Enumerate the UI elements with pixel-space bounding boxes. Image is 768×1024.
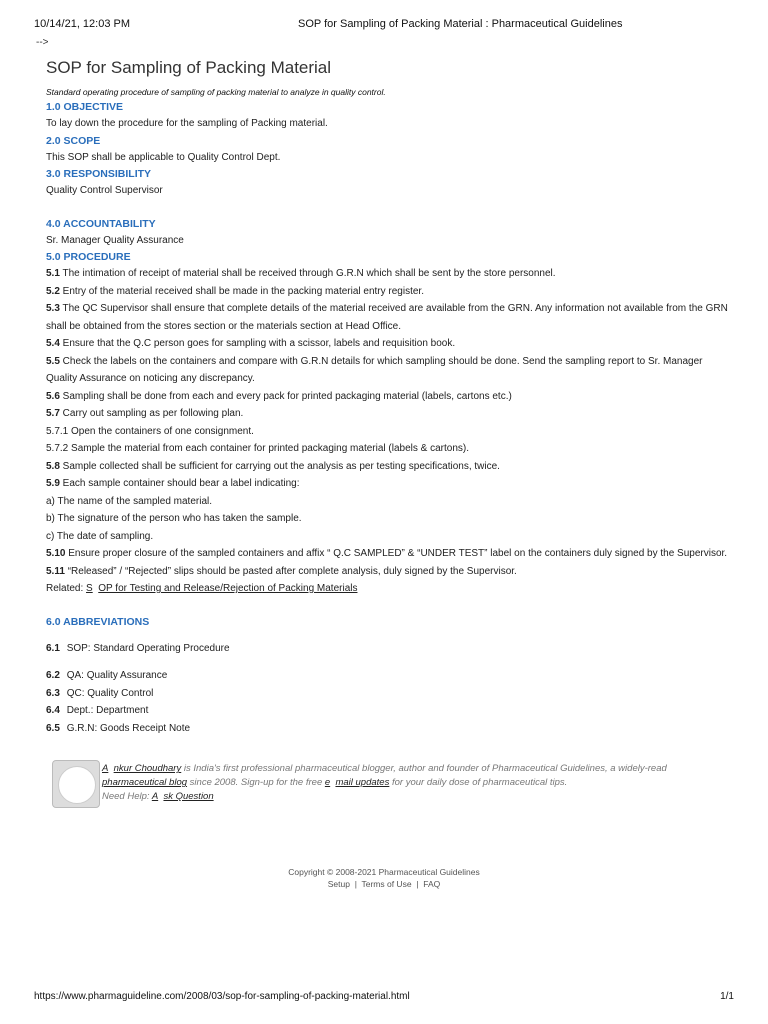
author-link[interactable]: nkur Choudhary xyxy=(113,763,182,774)
procedure-substep: 5.7.2 Sample the material from each container for printed packaging material (labels & cartons). xyxy=(46,443,469,454)
blog-link[interactable]: pharmaceutical blog xyxy=(102,777,188,788)
accountability-text: Sr. Manager Quality Assurance xyxy=(46,234,184,246)
abbreviations-heading: 6.0 ABBREVIATIONS xyxy=(46,615,150,628)
procedure-heading: 5.0 PROCEDURE xyxy=(46,251,131,263)
page-title: SOP for Sampling of Packing Material xyxy=(46,58,332,77)
abbreviation-item: 6.1 SOP: Standard Operating Procedure xyxy=(46,642,230,654)
avatar xyxy=(52,760,100,808)
procedure-step: 5.9 Each sample container should bear a label indicating: xyxy=(46,478,300,489)
footer-separator: | xyxy=(416,879,419,889)
print-datetime: 10/14/21, 12:03 PM xyxy=(34,18,131,30)
procedure-step: 5.1 The intimation of receipt of material shall be received through G.R.N which shall be sent by the store personnel. xyxy=(46,268,556,279)
ask-question-link[interactable]: sk Question xyxy=(163,791,214,802)
abbreviations-list xyxy=(46,640,736,738)
objective-heading: 1.0 OBJECTIVE xyxy=(46,101,124,113)
abbreviation-item: 6.4 Dept.: Department xyxy=(46,705,149,716)
site-footer xyxy=(0,866,768,890)
arrow-marker: --> xyxy=(36,37,49,48)
abbreviation-item: 6.2 QA: Quality Assurance xyxy=(46,670,168,681)
scope-text: This SOP shall be applicable to Quality Control Dept. xyxy=(46,151,281,163)
ask-link-initial[interactable]: A xyxy=(151,791,159,802)
procedure-list xyxy=(46,265,736,580)
procedure-step: 5.8 Sample collected shall be sufficient for carrying out the analysis as per testing specifications, twice. xyxy=(46,460,500,472)
related-link[interactable]: OP for Testing and Release/Rejection of Packing Materials xyxy=(98,583,358,594)
article xyxy=(46,58,736,737)
author-box xyxy=(52,760,692,808)
procedure-step: 5.4 Ensure that the Q.C person goes for sampling with a scissor, labels and requisition book. xyxy=(46,338,456,349)
label-item: b) The signature of the person who has taken the sample. xyxy=(46,513,302,524)
footer-links xyxy=(0,878,768,890)
related-line xyxy=(46,580,736,598)
page-number: 1/1 xyxy=(720,991,734,1002)
author-link-initial[interactable]: A xyxy=(102,763,109,774)
footer-link-terms[interactable]: Terms of Use xyxy=(361,879,412,889)
objective-text: To lay down the procedure for the sampling of Packing material. xyxy=(46,118,328,129)
abbreviation-item: 6.5 G.R.N: Goods Receipt Note xyxy=(46,722,191,734)
procedure-step: 5.11 “Released” / “Rejected” slips should be pasted after complete analysis, duly signed by the Supervisor. xyxy=(46,565,517,577)
procedure-step: 5.5 Check the labels on the containers and compare with G.R.N details for which sampling should be done. Send the sampling report to Sr. Manager Quality Assurance on noticing any discrepancy. xyxy=(46,355,703,384)
label-item: a) The name of the sampled material. xyxy=(46,495,213,507)
accountability-heading: 4.0 ACCOUNTABILITY xyxy=(46,217,156,230)
procedure-step: 5.6 Sampling shall be done from each and every pack for printed packaging material (labels, cartons etc.) xyxy=(46,390,512,402)
scope-heading: 2.0 SCOPE xyxy=(46,134,101,147)
responsibility-text: Quality Control Supervisor xyxy=(46,185,163,196)
email-link-initial[interactable]: e xyxy=(324,777,331,788)
procedure-step: 5.10 Ensure proper closure of the sampled containers and affix “ Q.C SAMPLED” & “UNDER TEST” label on the containers duly signed by the Supervisor. xyxy=(46,548,728,559)
procedure-step: 5.3 The QC Supervisor shall ensure that complete details of the material received are available from the GRN. Any information not available from the GRN shall be obtained from the stores section or the materials section at Head Office. xyxy=(46,303,728,332)
procedure-step: 5.2 Entry of the material received shall be made in the packing material entry register. xyxy=(46,285,424,297)
related-link-initial[interactable]: S xyxy=(86,583,93,594)
label-item: c) The date of sampling. xyxy=(46,530,154,542)
author-bio: A nkur Choudhary is India's first professional pharmaceutical blogger, author and founder of Pharmaceutical Guidelines, a widely-read pharmaceutical blog since 2008. Sign-up for the free e mail updates for your daily dose of pharmaceutical tips. Need Help: A sk Question xyxy=(102,763,667,802)
subtitle: Standard operating procedure of sampling of packing material to analyze in quality control. xyxy=(46,87,386,97)
footer-link-faq[interactable]: FAQ xyxy=(423,879,441,889)
footer-separator: | xyxy=(354,879,357,889)
related-label: Related: xyxy=(46,583,87,594)
procedure-step: 5.7 Carry out sampling as per following plan. xyxy=(46,408,244,419)
copyright: Copyright © 2008-2021 Pharmaceutical Guidelines xyxy=(288,867,480,877)
abbreviation-item: 6.3 QC: Quality Control xyxy=(46,687,154,699)
help-label: Need Help: xyxy=(102,791,152,802)
footer-link-setup[interactable]: Setup xyxy=(327,879,350,889)
responsibility-heading: 3.0 RESPONSIBILITY xyxy=(46,168,152,180)
print-header-title: SOP for Sampling of Packing Material : Pharmaceutical Guidelines xyxy=(298,18,623,30)
print-url: https://www.pharmaguideline.com/2008/03/sop-for-sampling-of-packing-material.html xyxy=(34,991,410,1002)
email-updates-link[interactable]: mail updates xyxy=(335,777,390,788)
procedure-substep: 5.7.1 Open the containers of one consignment. xyxy=(46,425,254,437)
